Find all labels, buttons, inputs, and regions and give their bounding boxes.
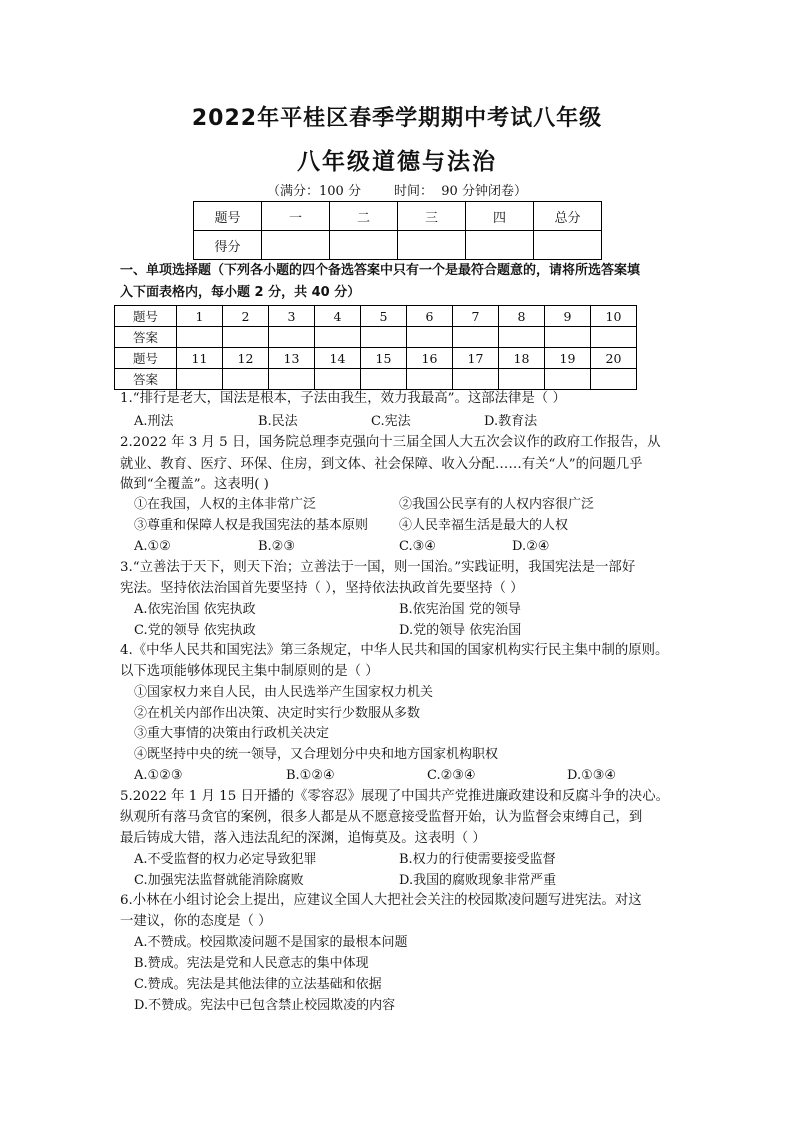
score-input-cell[interactable] bbox=[398, 231, 466, 260]
q2-statement-2: ②我国公民享有的人权内容很广泛 bbox=[399, 497, 595, 512]
q5-stem-line2: 纵观所有落马贪官的案例，很多人都是从不愿意接受监督开始，认为监督会束缚自己，到 bbox=[120, 810, 643, 825]
answer-table-answer-row bbox=[115, 327, 637, 348]
question-number: 16 bbox=[407, 348, 453, 369]
score-cell: 二 bbox=[330, 202, 398, 231]
question-number: 2 bbox=[223, 306, 269, 327]
q5-option-c: C.加强宪法监督就能消除腐败 bbox=[134, 873, 304, 888]
answer-cell[interactable] bbox=[591, 369, 637, 390]
q5-option-a: A.不受监督的权力必定导致犯罪 bbox=[134, 852, 317, 867]
score-cell: 总分 bbox=[534, 202, 602, 231]
answer-cell[interactable] bbox=[223, 327, 269, 348]
question-number: 4 bbox=[315, 306, 361, 327]
answer-cell[interactable] bbox=[177, 369, 223, 390]
answer-table-answer-row bbox=[115, 369, 637, 390]
q3-stem-line2: 宪法。坚持依法治国首先要坚持（ ），坚持依法执政首先要坚持（ ） bbox=[120, 581, 524, 596]
answer-cell[interactable] bbox=[315, 369, 361, 390]
q4-statement-4: ④既坚持中央的统一领导，又合理划分中央和地方国家机构职权 bbox=[134, 747, 499, 762]
q2-option-b: B.②③ bbox=[258, 539, 295, 554]
score-table-score-row bbox=[194, 231, 602, 260]
q3-option-d: D.党的领导 依宪治国 bbox=[399, 623, 522, 638]
question-number: 18 bbox=[499, 348, 545, 369]
answer-cell[interactable] bbox=[545, 327, 591, 348]
q6-option-c: C.赞成。宪法是其他法律的立法基础和依据 bbox=[134, 977, 382, 992]
answer-table-num-row bbox=[115, 306, 637, 327]
q2-statement-4: ④人民幸福生活是最大的人权 bbox=[399, 518, 569, 533]
answer-cell[interactable] bbox=[361, 327, 407, 348]
q4-statement-2: ②在机关内部作出决策、决定时实行少数服从多数 bbox=[134, 706, 421, 721]
score-input-cell[interactable] bbox=[262, 231, 330, 260]
q3-option-c: C.党的领导 依宪执政 bbox=[134, 623, 256, 638]
q4-stem-line2: 以下选项能够体现民主集中制原则的是（ ） bbox=[120, 664, 379, 679]
answer-cell[interactable] bbox=[269, 327, 315, 348]
q6-option-b: B.赞成。宪法是党和人民意志的集中体现 bbox=[134, 956, 369, 971]
answer-cell[interactable] bbox=[407, 327, 453, 348]
question-number: 19 bbox=[545, 348, 591, 369]
score-cell: 三 bbox=[398, 202, 466, 231]
question-number: 20 bbox=[591, 348, 637, 369]
question-number: 9 bbox=[545, 306, 591, 327]
score-table bbox=[193, 201, 602, 260]
q1-option-a: A.刑法 bbox=[134, 414, 174, 429]
q4-option-d: D.①③④ bbox=[567, 768, 617, 783]
question-number: 5 bbox=[361, 306, 407, 327]
score-input-cell[interactable] bbox=[330, 231, 398, 260]
question-number: 8 bbox=[499, 306, 545, 327]
score-input-cell[interactable] bbox=[534, 231, 602, 260]
question-number: 6 bbox=[407, 306, 453, 327]
question-number: 12 bbox=[223, 348, 269, 369]
q2-option-d: D.②④ bbox=[512, 539, 550, 554]
q2-stem-line1: 2.2022 年 3 月 5 日，国务院总理李克强向十三届全国人大五次会议作的政府工作报告，从 bbox=[120, 435, 661, 450]
score-cell: 四 bbox=[466, 202, 534, 231]
q5-stem-line3: 最后铸成大错，落入违法乱纪的深渊，追悔莫及。这表明（ ） bbox=[120, 831, 486, 846]
question-number: 17 bbox=[453, 348, 499, 369]
q2-option-c: C.③④ bbox=[399, 539, 436, 554]
score-input-cell[interactable] bbox=[466, 231, 534, 260]
q1-option-c: C.宪法 bbox=[371, 414, 411, 429]
answer-cell[interactable] bbox=[315, 327, 361, 348]
q1-stem: 1.“排行是老大，国法是根本，子法由我生，效力我最高”。这部法律是（ ） bbox=[120, 391, 566, 406]
q2-option-a: A.①② bbox=[134, 539, 171, 554]
answer-cell[interactable] bbox=[361, 369, 407, 390]
score-cell: 题号 bbox=[194, 202, 262, 231]
q1-option-b: B.民法 bbox=[258, 414, 298, 429]
question-number: 11 bbox=[177, 348, 223, 369]
exam-info: （满分：100 分 时间： 90 分钟闭卷） bbox=[267, 184, 527, 199]
score-table-header-row bbox=[194, 202, 602, 231]
q4-option-b: B.①②④ bbox=[286, 768, 335, 783]
answer-table-label: 题号 bbox=[115, 348, 177, 369]
answer-table-label: 题号 bbox=[115, 306, 177, 327]
q5-option-d: D.我国的腐败现象非常严重 bbox=[399, 873, 557, 888]
question-number: 14 bbox=[315, 348, 361, 369]
exam-subject: 八年级道德与法治 bbox=[297, 149, 497, 175]
answer-cell[interactable] bbox=[545, 369, 591, 390]
q4-option-a: A.①②③ bbox=[134, 768, 183, 783]
q5-option-b: B.权力的行使需要接受监督 bbox=[399, 852, 556, 867]
question-number: 10 bbox=[591, 306, 637, 327]
q6-stem-line2: 一建议，你的态度是（ ） bbox=[120, 914, 272, 929]
q2-stem-line3: 做到“全覆盖”。这表明( ) bbox=[120, 477, 269, 492]
answer-cell[interactable] bbox=[177, 327, 223, 348]
answer-cell[interactable] bbox=[407, 369, 453, 390]
q5-stem-line1: 5.2022 年 1 月 15 日开播的《零容忍》展现了中国共产党推进廉政建设和反腐斗争的决心。 bbox=[120, 789, 669, 804]
q4-statement-3: ③重大事情的决策由行政机关决定 bbox=[134, 726, 330, 741]
answer-cell[interactable] bbox=[499, 327, 545, 348]
answer-cell[interactable] bbox=[453, 327, 499, 348]
section1-instructions-line1: 一、单项选择题（下列各小题的四个备选答案中只有一个是最符合题意的，请将所选答案填 bbox=[120, 263, 641, 278]
answer-cell[interactable] bbox=[591, 327, 637, 348]
q1-option-d: D.教育法 bbox=[484, 414, 538, 429]
score-cell: 得分 bbox=[194, 231, 262, 260]
q6-option-d: D.不赞成。宪法中已包含禁止校园欺凌的内容 bbox=[134, 998, 396, 1013]
answer-table-label: 答案 bbox=[115, 369, 177, 390]
question-number: 1 bbox=[177, 306, 223, 327]
answer-table bbox=[114, 305, 637, 390]
exam-title: 2022年平桂区春季学期期中考试八年级 bbox=[191, 106, 603, 131]
section1-instructions-line2: 入下面表格内，每小题 2 分，共 40 分） bbox=[120, 285, 361, 300]
q2-stem-line2: 就业、教育、医疗、环保、住房，到文体、社会保障、收入分配……有关“人”的问题几乎 bbox=[120, 457, 643, 472]
question-number: 7 bbox=[453, 306, 499, 327]
question-number: 13 bbox=[269, 348, 315, 369]
q6-option-a: A.不赞成。校园欺凌问题不是国家的最根本问题 bbox=[134, 935, 408, 950]
q3-option-b: B.依宪治国 党的领导 bbox=[399, 602, 521, 617]
q3-stem-line1: 3.“立善法于天下，则天下治；立善法于一国，则一国治。”实践证明，我国宪法是一部好 bbox=[120, 560, 636, 575]
answer-table-num-row bbox=[115, 348, 637, 369]
score-cell: 一 bbox=[262, 202, 330, 231]
question-number: 3 bbox=[269, 306, 315, 327]
q2-statement-1: ①在我国，人权的主体非常广泛 bbox=[134, 497, 317, 512]
q3-option-a: A.依宪治国 依宪执政 bbox=[134, 602, 256, 617]
question-number: 15 bbox=[361, 348, 407, 369]
answer-cell[interactable] bbox=[223, 369, 269, 390]
answer-table-label: 答案 bbox=[115, 327, 177, 348]
answer-cell[interactable] bbox=[269, 369, 315, 390]
q4-option-c: C.②③④ bbox=[427, 768, 476, 783]
answer-cell[interactable] bbox=[499, 369, 545, 390]
q6-stem-line1: 6.小林在小组讨论会上提出，应建议全国人大把社会关注的校园欺凌问题写进宪法。对这 bbox=[120, 893, 642, 908]
answer-cell[interactable] bbox=[453, 369, 499, 390]
q4-stem-line1: 4.《中华人民共和国宪法》第三条规定，中华人民共和国的国家机构实行民主集中制的原则。 bbox=[120, 643, 669, 658]
q2-statement-3: ③尊重和保障人权是我国宪法的基本原则 bbox=[134, 518, 369, 533]
q4-statement-1: ①国家权力来自人民，由人民选举产生国家权力机关 bbox=[134, 685, 434, 700]
